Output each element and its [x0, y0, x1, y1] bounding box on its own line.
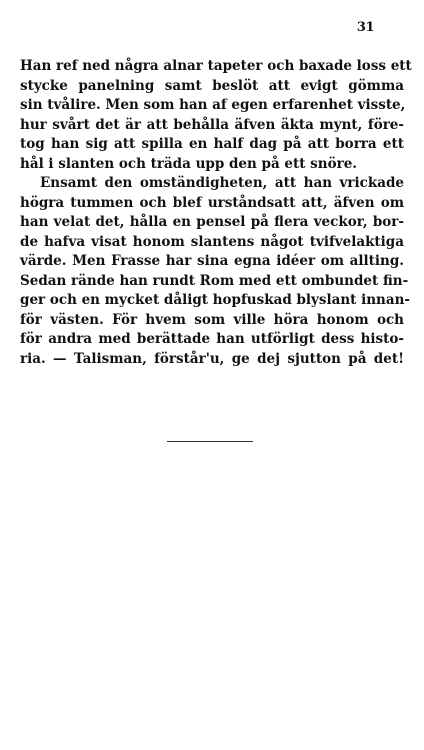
text-line: stycke panelning samt beslöt att evigt gömma — [20, 77, 404, 94]
text-line: Sedan rände han rundt Rom med ett ombundet fin- — [20, 272, 409, 289]
text-line: värde. Men Frasse har sina egna idéer om allting. — [20, 253, 404, 269]
section-divider — [167, 441, 253, 442]
text-line: ria. — Talisman, förstår'u, ge dej sjutton på det! — [20, 350, 404, 367]
text-line: högra tummen och blef urståndsatt att, äfven om — [20, 194, 404, 211]
text-line: Ensamt den omständigheten, att han vrickade — [40, 175, 404, 191]
text-line: hål i slanten och träda upp den på ett snöre. — [20, 155, 357, 172]
text-line: de hafva visat honom slantens något tvifvelaktiga — [20, 233, 404, 250]
text-line: ger och en mycket dåligt hopfuskad blyslant innan- — [20, 292, 411, 308]
text-line: Han ref ned några alnar tapeter och baxade loss ett — [20, 58, 412, 74]
text-line: för västen. För hvem som ville höra honom och — [20, 311, 404, 328]
text-line: sin tvålire. Men som han af egen erfarenhet visste, — [20, 97, 406, 113]
text-line: tog han sig att spilla en half dag på att borra ett — [20, 136, 404, 152]
paragraph-1 — [20, 57, 412, 174]
page-number: 31 — [356, 20, 374, 35]
paragraph-2 — [20, 174, 411, 369]
text-line: han velat det, hålla en pensel på flera veckor, bor- — [20, 214, 404, 230]
text-line: hur svårt det är att behålla äfven äkta mynt, före- — [20, 116, 404, 133]
body-text — [20, 57, 412, 369]
text-line: för andra med berättade han utförligt dess histo- — [20, 331, 404, 347]
